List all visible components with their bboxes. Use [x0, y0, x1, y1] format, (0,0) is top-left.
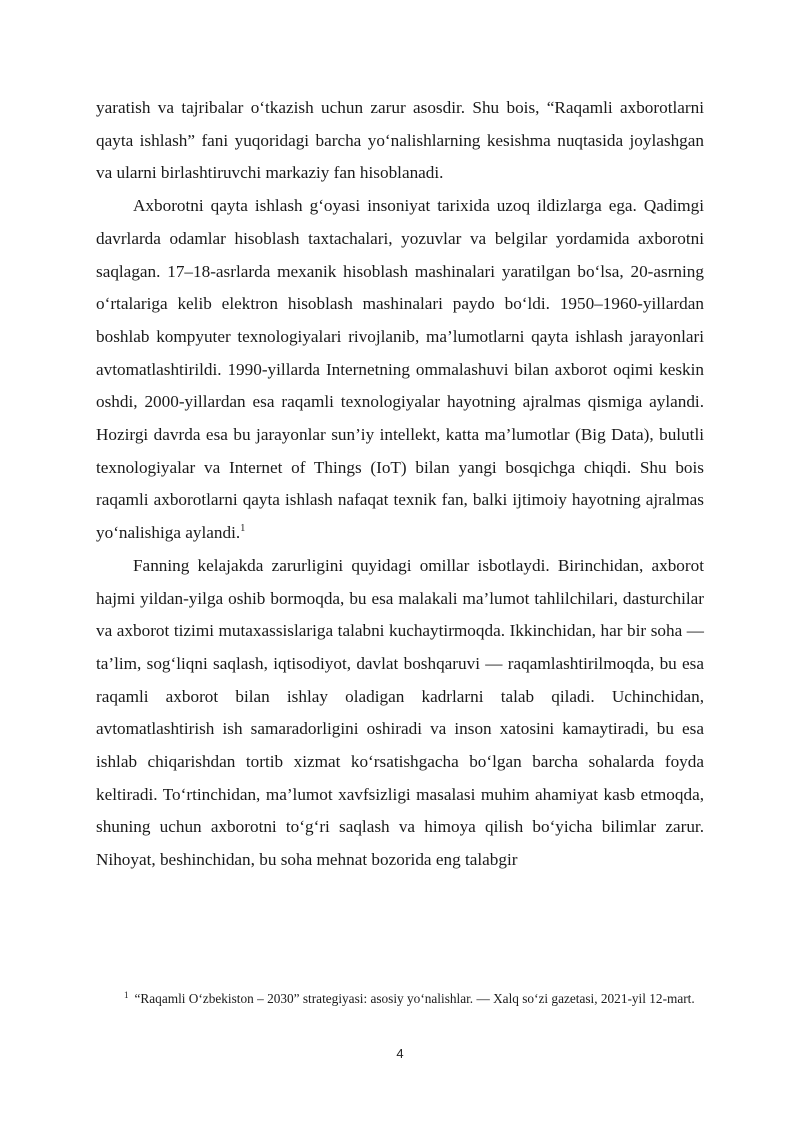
- paragraph-3: [96, 550, 704, 877]
- paragraph-2: [96, 190, 704, 550]
- page-number: 4: [396, 1046, 404, 1061]
- footnote-reference[interactable]: 1: [240, 523, 246, 535]
- paragraph-1: [96, 92, 704, 190]
- footnote-text: “Raqamli O‘zbekiston – 2030” strategiyasi: asosiy yo‘nalishlar. — Xalq so‘zi gazetasi, 2021-yil 12-mart.: [134, 991, 695, 1006]
- paragraph-2-text: Axborotni qayta ishlash g‘oyasi insoniyat tarixida uzoq ildizlarga ega. Qadimgi davrlarda odamlar hisoblash taxtachalari, yozuvlar va belgilar yordamida axborotni saqlagan. 17–18-asrlarda mexanik hisoblash mashinalari yaratilgan bo‘lsa, 20-asrning o‘rtalariga kelib elektron hisoblash mashinalari paydo bo‘ldi. 1950–1960-yillardan boshlab kompyuter texnologiyalari rivojlanib, ma’lumotlarni qayta ishlash jarayonlari avtomatlashtirildi. 1990-yillarda Internetning ommalashuvi bilan axborot oqimi keskin oshdi, 2000-yillardan esa raqamli texnologiyalar hayotning ajralmas qismiga aylandi. Hozirgi davrda esa bu jarayonlar sun’iy intellekt, katta ma’lumotlar (Big Data), bulutli texnologiyalar va Internet of Things (IoT) bilan yangi bosqichga chiqdi. Shu bois raqamli axborotlarni qayta ishlash nafaqat texnik fan, balki ijtimoiy hayotning ajralmas yo‘nalishiga aylandi.: [96, 196, 704, 543]
- paragraph-1-text: yaratish va tajribalar o‘tkazish uchun zarur asosdir. Shu bois, “Raqamli axborotlarni qayta ishlash” fani yuqoridagi barcha yo‘nalishlarning kesishma nuqtasida joylashgan va ularni birlashtiruvchi markaziy fan hisoblanadi.: [96, 98, 704, 183]
- footnote: [96, 986, 704, 1012]
- paragraph-3-text: Fanning kelajakda zarurligini quyidagi omillar isbotlaydi. Birinchidan, axborot hajmi yildan-yilga oshib bormoqda, bu esa malakali ma’lumot tahlilchilari, dasturchilar va axborot tizimi mutaxassislariga talabni kuchaytirmoqda. Ikkinchidan, har bir soha — ta’lim, sog‘liqni saqlash, iqtisodiyot, davlat boshqaruvi — raqamlashtirilmoqda, bu esa raqamli axborot bilan ishlay oladigan kadrlarni talab qiladi. Uchinchidan, avtomatlashtirish ish samaradorligini oshiradi va inson xatosini kamaytiradi, bu esa ishlab chiqarishdan tortib xizmat ko‘rsatishgacha bo‘lgan barcha sohalarda foyda keltiradi. To‘rtinchidan, ma’lumot xavfsizligi masalasi muhim ahamiyat kasb etmoqda, shuning uchun axborotni to‘g‘ri saqlash va himoya qilish bo‘yicha bilimlar zarur. Nihoyat, beshinchidan, bu soha mehnat bozorida eng talabgir: [96, 555, 704, 870]
- footnote-mark: 1: [124, 990, 129, 1000]
- page-body: [96, 92, 704, 877]
